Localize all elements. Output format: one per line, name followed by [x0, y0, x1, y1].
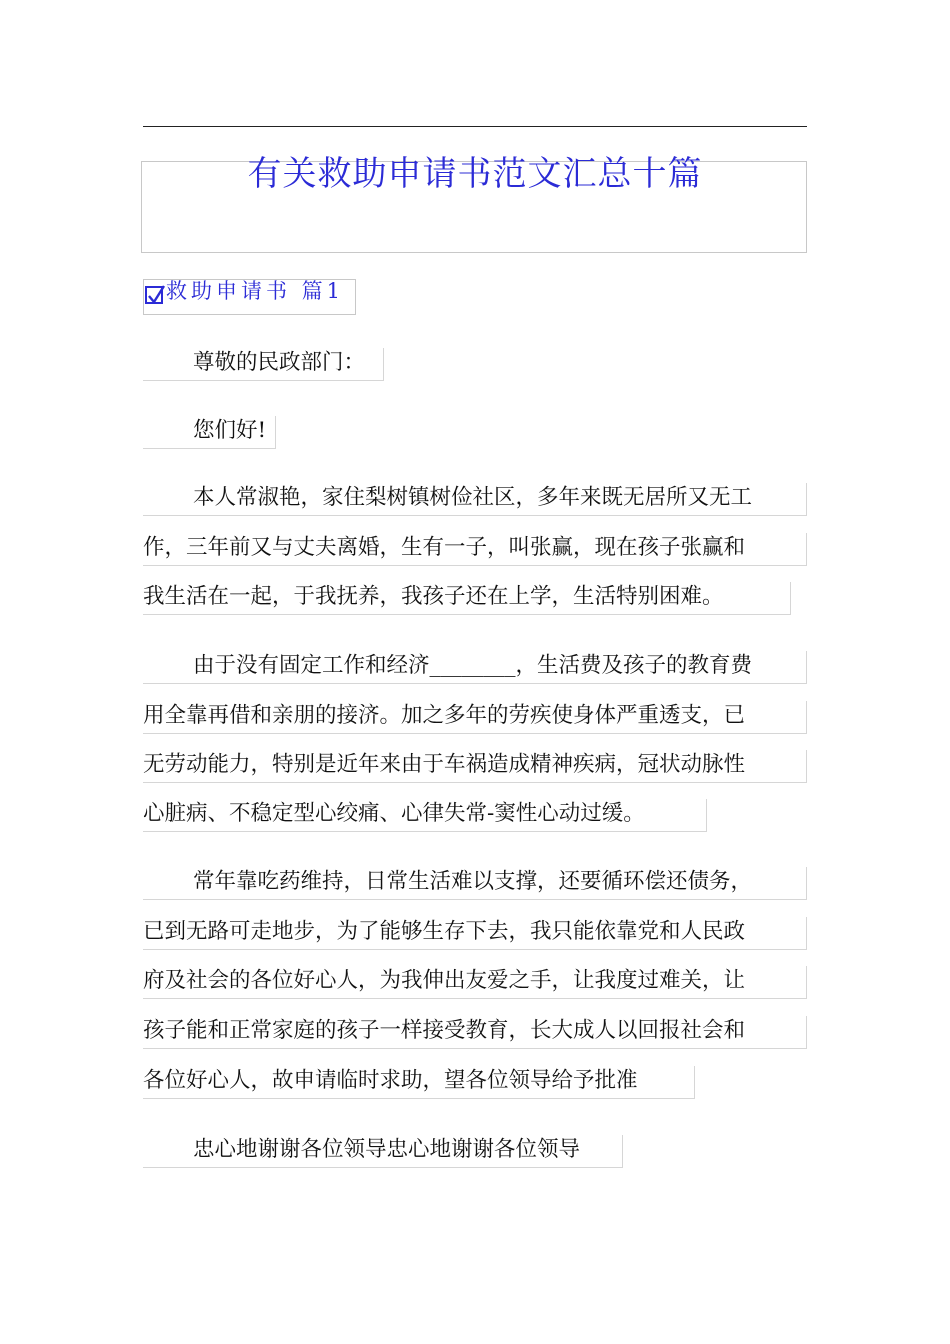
paragraph-line: 由于没有固定工作和经济________，生活费及孩子的教育费	[143, 651, 807, 684]
paragraph-line: 已到无路可走地步，为了能够生存下去，我只能依靠党和人民政	[143, 917, 807, 950]
paragraph-line: 心脏病、不稳定型心绞痛、心律失常-窦性心动过缓。	[143, 799, 707, 832]
paragraph-line: 作，三年前又与丈夫离婚，生有一子，叫张赢，现在孩子张赢和	[143, 533, 807, 566]
page-title: 有关救助申请书范文汇总十篇	[247, 154, 703, 194]
paragraph-line: 我生活在一起，于我抚养，我孩子还在上学，生活特别困难。	[143, 582, 791, 615]
paragraph-line: 无劳动能力，特别是近年来由于车祸造成精神疾病，冠状动脉性	[143, 750, 807, 783]
greeting: 您们好!	[143, 416, 276, 449]
paragraph-line: 常年靠吃药维持，日常生活难以支撑，还要循环偿还债务，	[143, 867, 807, 900]
paragraph-line: 本人常淑艳，家住梨树镇树俭社区，多年来既无居所又无工	[143, 483, 807, 516]
paragraph-line: 孩子能和正常家庭的孩子一样接受教育，长大成人以回报社会和	[143, 1016, 807, 1049]
section-heading: 救助申请书 篇1	[166, 279, 345, 303]
salutation: 尊敬的民政部门：	[143, 348, 384, 381]
paragraph-line: 用全靠再借和亲朋的接济。加之多年的劳疾使身体严重透支，已	[143, 701, 807, 734]
paragraph-line: 各位好心人，故申请临时求助，望各位领导给予批准	[143, 1066, 695, 1099]
checkbox-checked-icon	[145, 286, 163, 304]
paragraph-line: 府及社会的各位好心人，为我伸出友爱之手，让我度过难关，让	[143, 966, 807, 999]
closing-line: 忠心地谢谢各位领导忠心地谢谢各位领导	[143, 1135, 623, 1168]
top-rule	[143, 126, 807, 127]
